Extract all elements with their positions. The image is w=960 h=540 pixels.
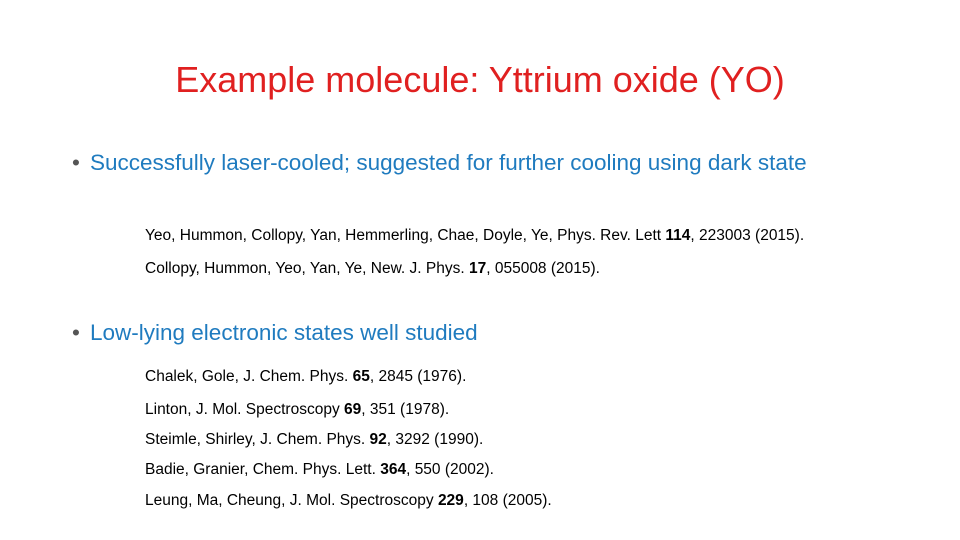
- reference-pages-year: , 223003 (2015).: [690, 227, 805, 244]
- bullet-text: Low-lying electronic states well studied: [90, 320, 478, 345]
- reference-volume: 114: [665, 227, 691, 244]
- slide-title: Example molecule: Yttrium oxide (YO): [175, 59, 785, 100]
- bullet-electronic-states: [72, 318, 872, 348]
- reference-pages-year: , 3292 (1990).: [386, 431, 484, 448]
- reference-authors: Steimle, Shirley, J. Chem. Phys.: [145, 431, 370, 448]
- reference-authors: Chalek, Gole, J. Chem. Phys.: [145, 368, 353, 385]
- reference-item: [145, 460, 925, 480]
- reference-authors: Badie, Granier, Chem. Phys. Lett.: [145, 461, 381, 478]
- reference-authors: Collopy, Hummon, Yeo, Yan, Ye, New. J. Phys.: [145, 260, 469, 277]
- bullet-laser-cooling: [72, 148, 872, 178]
- reference-item: [145, 430, 925, 450]
- bullet-text: Successfully laser-cooled; suggested for further cooling using dark state: [90, 150, 807, 175]
- reference-item: [145, 259, 925, 279]
- reference-pages-year: , 108 (2005).: [463, 492, 552, 509]
- reference-pages-year: , 550 (2002).: [406, 461, 494, 478]
- reference-pages-year: , 351 (1978).: [361, 401, 450, 418]
- reference-volume: 69: [344, 401, 362, 418]
- reference-item: [145, 226, 925, 246]
- bullet-dot-icon: •: [72, 150, 80, 175]
- reference-pages-year: , 055008 (2015).: [486, 260, 600, 277]
- reference-item: [145, 400, 925, 420]
- reference-authors: Linton, J. Mol. Spectroscopy: [145, 401, 345, 418]
- reference-volume: 229: [437, 492, 464, 509]
- reference-authors: Leung, Ma, Cheung, J. Mol. Spectroscopy: [145, 492, 438, 509]
- reference-pages-year: , 2845 (1976).: [369, 368, 467, 385]
- reference-authors: Yeo, Hummon, Collopy, Yan, Hemmerling, Chae, Doyle, Ye, Phys. Rev. Lett: [145, 227, 666, 244]
- reference-volume: 364: [380, 461, 407, 478]
- reference-item: [145, 367, 925, 387]
- reference-volume: 17: [468, 260, 487, 277]
- reference-volume: 92: [369, 431, 387, 448]
- reference-item: [145, 491, 925, 511]
- bullet-dot-icon: •: [72, 320, 80, 345]
- reference-volume: 65: [352, 368, 370, 385]
